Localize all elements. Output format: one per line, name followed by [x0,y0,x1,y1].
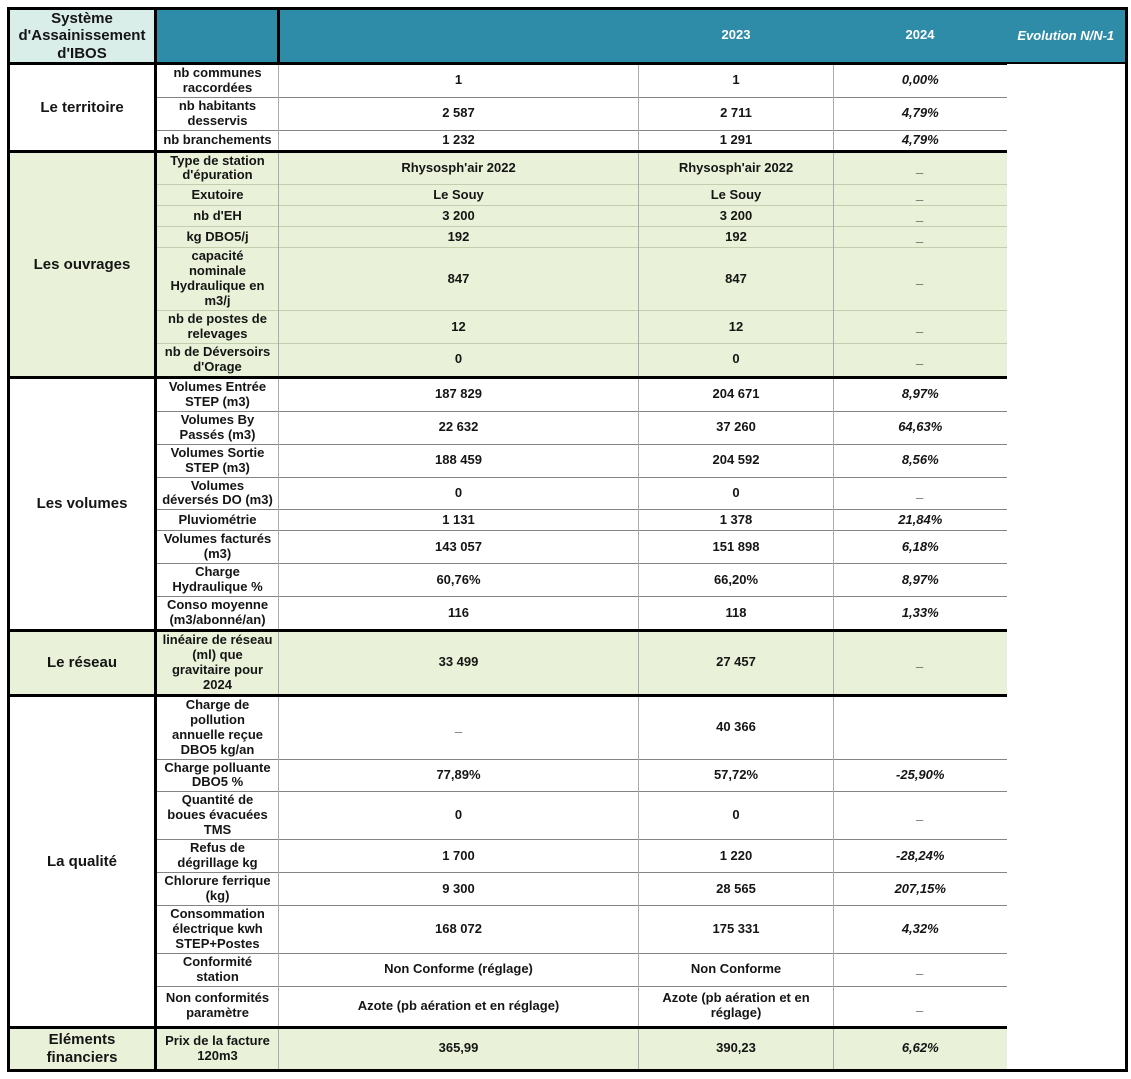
table-row [9,631,1127,696]
value-2023: 1 131 [279,510,639,531]
value-2024: 28 565 [639,873,834,906]
table-row [9,248,1127,311]
table-row [9,151,1127,185]
value-2023: 3 200 [279,206,639,227]
evolution-value: 4,79% [834,130,1007,151]
value-2024: 0 [639,792,834,840]
row-label: Consommation électrique kwh STEP+Postes [156,905,279,953]
evolution-value: 64,63% [834,411,1007,444]
row-label: nb de postes de relevages [156,311,279,344]
row-label: Type de station d'épuration [156,151,279,185]
evolution-value: _ [834,986,1007,1027]
value-2024: Le Souy [639,185,834,206]
value-2024: 118 [639,597,834,631]
table-row [9,411,1127,444]
column-header-2024: 2024 [834,9,1007,64]
column-header-2023: 2023 [639,9,834,64]
value-2024: 0 [639,477,834,510]
table-row [9,597,1127,631]
value-2024: 1 220 [639,840,834,873]
value-2023: 33 499 [279,631,639,696]
system-title-cell: Système d'Assainissement d'IBOS [9,9,156,64]
value-2024: 40 366 [639,695,834,759]
header-row [9,9,1127,64]
value-2024: 204 671 [639,377,834,411]
value-2024: Rhysosph'air 2022 [639,151,834,185]
row-label: Exutoire [156,185,279,206]
value-2024: 204 592 [639,444,834,477]
value-2024: 57,72% [639,759,834,792]
row-label: nb de Déversoirs d'Orage [156,344,279,378]
value-2023: 365,99 [279,1027,639,1070]
value-2024: 2 711 [639,97,834,130]
category-cell: Les volumes [9,377,156,630]
table-row [9,1027,1127,1070]
value-2023: Azote (pb aération et en réglage) [279,986,639,1027]
value-2023: 60,76% [279,564,639,597]
table-row [9,792,1127,840]
row-label: Prix de la facture 120m3 [156,1027,279,1070]
value-2023: 0 [279,477,639,510]
table-row [9,695,1127,759]
row-label: Chlorure ferrique (kg) [156,873,279,906]
value-2023: _ [279,695,639,759]
table-row [9,377,1127,411]
table-row [9,986,1127,1027]
row-label: Conso moyenne (m3/abonné/an) [156,597,279,631]
table-row [9,840,1127,873]
value-2023: 2 587 [279,97,639,130]
table-row [9,185,1127,206]
evolution-value: _ [834,311,1007,344]
row-label: Volumes Sortie STEP (m3) [156,444,279,477]
value-2024: 12 [639,311,834,344]
value-2023: Le Souy [279,185,639,206]
indicator-column-header [279,9,639,64]
row-label: Volumes By Passés (m3) [156,411,279,444]
evolution-value: _ [834,953,1007,986]
category-cell: Le territoire [9,63,156,151]
table-row [9,759,1127,792]
category-column-header [156,9,279,64]
row-label: capacité nominale Hydraulique en m3/j [156,248,279,311]
row-label: nb branchements [156,130,279,151]
value-2023: 1 [279,63,639,97]
category-cell: Les ouvrages [9,151,156,377]
value-2024: 27 457 [639,631,834,696]
value-2024: 0 [639,344,834,378]
table-row [9,344,1127,378]
table-body [9,63,1127,1070]
evolution-value: _ [834,151,1007,185]
evolution-value: _ [834,248,1007,311]
table-row [9,531,1127,564]
value-2023: 1 700 [279,840,639,873]
value-2024: 847 [639,248,834,311]
evolution-value: _ [834,792,1007,840]
value-2023: 0 [279,792,639,840]
row-label: Charge de pollution annuelle reçue DBO5 kg/an [156,695,279,759]
row-label: Charge polluante DBO5 % [156,759,279,792]
row-label: Charge Hydraulique % [156,564,279,597]
evolution-value: 4,79% [834,97,1007,130]
row-label: Volumes Entrée STEP (m3) [156,377,279,411]
table-row [9,953,1127,986]
column-header-evolution: Evolution N/N-1 [1007,9,1127,64]
value-2024: 37 260 [639,411,834,444]
value-2024: 1 291 [639,130,834,151]
row-label: Non conformités paramètre [156,986,279,1027]
category-cell: La qualité [9,695,156,1027]
row-label: nb communes raccordées [156,63,279,97]
value-2023: 192 [279,227,639,248]
row-label: Volumes facturés (m3) [156,531,279,564]
value-2024: Non Conforme [639,953,834,986]
table-row [9,206,1127,227]
value-2023: Non Conforme (réglage) [279,953,639,986]
value-2024: 151 898 [639,531,834,564]
evolution-value: 207,15% [834,873,1007,906]
evolution-value: _ [834,631,1007,696]
evolution-value: _ [834,227,1007,248]
evolution-value: -28,24% [834,840,1007,873]
category-cell: Le réseau [9,631,156,696]
row-label: linéaire de réseau (ml) que gravitaire pour 2024 [156,631,279,696]
evolution-value: 8,97% [834,377,1007,411]
value-2023: 1 232 [279,130,639,151]
value-2024: 3 200 [639,206,834,227]
table-row [9,564,1127,597]
row-label: kg DBO5/j [156,227,279,248]
evolution-value: -25,90% [834,759,1007,792]
sanitation-report-table [7,7,1128,1072]
value-2023: 0 [279,344,639,378]
value-2023: Rhysosph'air 2022 [279,151,639,185]
category-cell: Eléments financiers [9,1027,156,1070]
row-label: Volumes déversés DO (m3) [156,477,279,510]
table-row [9,510,1127,531]
row-label: nb d'EH [156,206,279,227]
table-row [9,311,1127,344]
evolution-value: 8,56% [834,444,1007,477]
table-row [9,444,1127,477]
evolution-value: 0,00% [834,63,1007,97]
row-label: Pluviométrie [156,510,279,531]
value-2023: 187 829 [279,377,639,411]
value-2024: 175 331 [639,905,834,953]
value-2023: 12 [279,311,639,344]
evolution-value: _ [834,206,1007,227]
evolution-value: _ [834,477,1007,510]
table-row [9,130,1127,151]
evolution-value: 1,33% [834,597,1007,631]
value-2024: 1 [639,63,834,97]
value-2024: Azote (pb aération et en réglage) [639,986,834,1027]
table-row [9,905,1127,953]
value-2023: 77,89% [279,759,639,792]
value-2023: 143 057 [279,531,639,564]
table-row [9,63,1127,97]
table-row [9,477,1127,510]
row-label: nb habitants desservis [156,97,279,130]
value-2023: 847 [279,248,639,311]
evolution-value: _ [834,185,1007,206]
table-row [9,227,1127,248]
value-2024: 192 [639,227,834,248]
evolution-value: 8,97% [834,564,1007,597]
row-label: Quantité de boues évacuées TMS [156,792,279,840]
evolution-value [834,695,1007,759]
table-row [9,873,1127,906]
evolution-value: 21,84% [834,510,1007,531]
value-2023: 9 300 [279,873,639,906]
value-2024: 390,23 [639,1027,834,1070]
row-label: Conformité station [156,953,279,986]
value-2023: 22 632 [279,411,639,444]
evolution-value: 6,62% [834,1027,1007,1070]
value-2024: 1 378 [639,510,834,531]
evolution-value: 6,18% [834,531,1007,564]
value-2023: 168 072 [279,905,639,953]
value-2024: 66,20% [639,564,834,597]
evolution-value: _ [834,344,1007,378]
value-2023: 116 [279,597,639,631]
table-row [9,97,1127,130]
row-label: Refus de dégrillage kg [156,840,279,873]
evolution-value: 4,32% [834,905,1007,953]
value-2023: 188 459 [279,444,639,477]
